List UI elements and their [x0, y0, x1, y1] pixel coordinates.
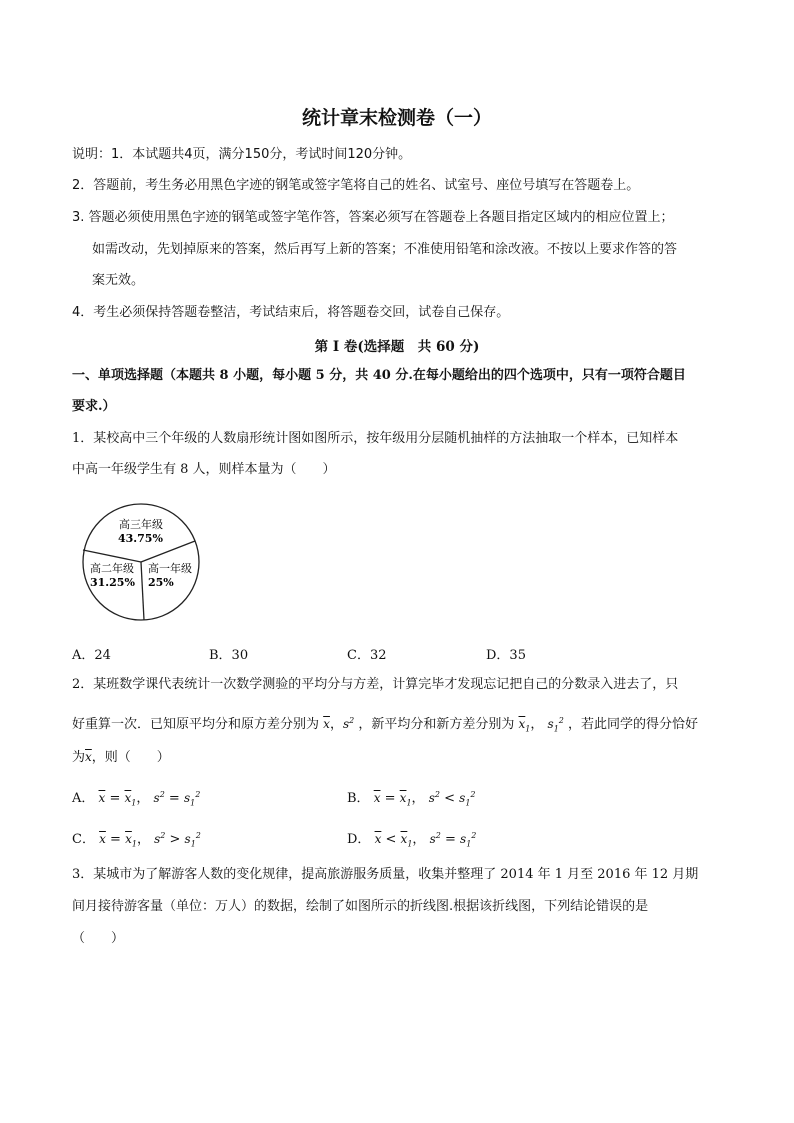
- part-heading-line-1: 一、单项选择题（本题共 8 小题，每小题 5 分，共 40 分.在每小题给出的四个选项中，只有一项符合题目: [72, 368, 686, 383]
- q2-option-a-rel1: =: [109, 791, 121, 806]
- part-heading-line-2: 要求.）: [72, 399, 116, 414]
- q2-stem-line-3-part2: ，则（ ）: [91, 750, 170, 765]
- pie-pct-senior2: 31.25%: [90, 576, 135, 589]
- pie-pct-senior3: 43.75%: [118, 532, 163, 545]
- q2-stem-line-1: 2．某班数学课代表统计一次数学测验的平均分与方差，计算完毕才发现忘记把自己的分数录入进去了，只: [72, 677, 679, 692]
- mean-symbol: $\overline{x}$: [323, 717, 330, 731]
- q2-stem-line-2: 好重算一次．已知原平均分和原方差分别为 $\overline{x}$，$s^2$ ，新平均分和新方差分别为 $\overline{x}_1$， $s_1^2$ ，若此同学的得分恰好: [72, 716, 699, 734]
- q2-option-d[interactable]: D． $\overline{x} < \overline{x}_1$， $s^2 = s_1^2$: [347, 831, 477, 849]
- q2-stem-line-3-part1: 为: [72, 750, 86, 765]
- mean-symbol-2: $\overline{x}$: [85, 750, 92, 764]
- q2-stem-line-2-part3: ，若此同学的得分恰好: [568, 717, 699, 732]
- q2-option-d-label: D．: [347, 832, 371, 847]
- note-line-1: 说明：1．本试题共4页，满分150分，考试时间120分钟。: [72, 147, 412, 162]
- note-line-2: 2．答题前，考生务必用黑色字迹的钢笔或签字笔将自己的姓名、试室号、座位号填写在答题卷上。: [72, 178, 640, 193]
- note-line-3: 3. 答题必须使用黑色字迹的钢笔或签字笔作答，答案必须写在答题卷上各题目指定区域内的相应位置上；: [72, 210, 674, 225]
- q3-stem-line-2: 间月接待游客量（单位：万人）的数据，绘制了如图所示的折线图.根据该折线图，下列结论错误的是: [72, 899, 649, 914]
- new-mean-symbol: $\overline{x}_1$: [518, 717, 531, 734]
- q2-option-c[interactable]: C． $\overline{x} = \overline{x}_1$， $s^2 > s_1^2$: [72, 831, 201, 849]
- q2-option-a-label: A．: [72, 791, 95, 806]
- q1-stem-line-2: 中高一年级学生有 8 人，则样本量为（ ）: [72, 462, 336, 477]
- q1-option-d[interactable]: D．35: [486, 648, 526, 663]
- page-title: 统计章末检测卷（一）: [301, 107, 492, 129]
- pie-label-senior3: 高三年级: [119, 518, 163, 531]
- q2-stem-line-3: [72, 748, 170, 767]
- new-variance-symbol: $s_1^2$: [547, 716, 564, 734]
- note-line-4: 如需改动，先划掉原来的答案，然后再写上新的答案；不准使用铅笔和涂改液。不按以上要求作答的答: [92, 242, 678, 257]
- q2-option-a-rel2: =: [168, 791, 180, 806]
- q2-option-c-rel2: >: [169, 832, 181, 847]
- section-title: 第 I 卷(选择题 共 60 分): [314, 339, 480, 355]
- q2-option-a[interactable]: A． $\overline{x} = \overline{x}_1$， $s^2 = s_1^2$: [72, 790, 201, 808]
- q1-option-a[interactable]: A．24: [72, 648, 111, 663]
- q1-stem-line-1: 1．某校高中三个年级的人数扇形统计图如图所示，按年级用分层随机抽样的方法抽取一个样本，已知样本: [72, 431, 679, 446]
- note-line-5: 案无效。: [92, 273, 145, 288]
- q2-option-b-label: B．: [347, 791, 370, 806]
- q3-stem-line-1: 3．某城市为了解游客人数的变化规律，提高旅游服务质量，收集并整理了 2014 年 1 月至 2016 年 12 月期: [72, 867, 699, 882]
- q2-option-b-rel1: =: [384, 791, 396, 806]
- q2-stem-line-2-part2: ，新平均分和新方差分别为: [358, 717, 515, 732]
- pie-label-senior2: 高二年级: [90, 562, 134, 575]
- variance-symbol: $s^2$: [342, 716, 355, 731]
- pie-label-senior1: 高一年级: [148, 562, 192, 575]
- q1-option-c[interactable]: C．32: [347, 648, 387, 663]
- q2-stem-line-2-part1: 好重算一次．已知原平均分和原方差分别为: [72, 717, 320, 732]
- q2-option-d-rel2: =: [444, 832, 456, 847]
- q2-option-b-rel2: <: [444, 791, 455, 806]
- q3-stem-line-3: （ ）: [72, 931, 125, 946]
- q2-option-d-rel1: <: [385, 832, 397, 847]
- q2-option-b[interactable]: B． $\overline{x} = \overline{x}_1$， $s^2 < s_1^2$: [347, 790, 476, 808]
- grade-pie-chart: [74, 500, 210, 626]
- note-line-6: 4．考生必须保持答题卷整洁，考试结束后，将答题卷交回，试卷自己保存。: [72, 305, 510, 320]
- q2-option-c-label: C．: [72, 832, 95, 847]
- q1-option-b[interactable]: B．30: [209, 648, 249, 663]
- q2-option-c-rel1: =: [110, 832, 121, 847]
- pie-pct-senior1: 25%: [148, 576, 174, 589]
